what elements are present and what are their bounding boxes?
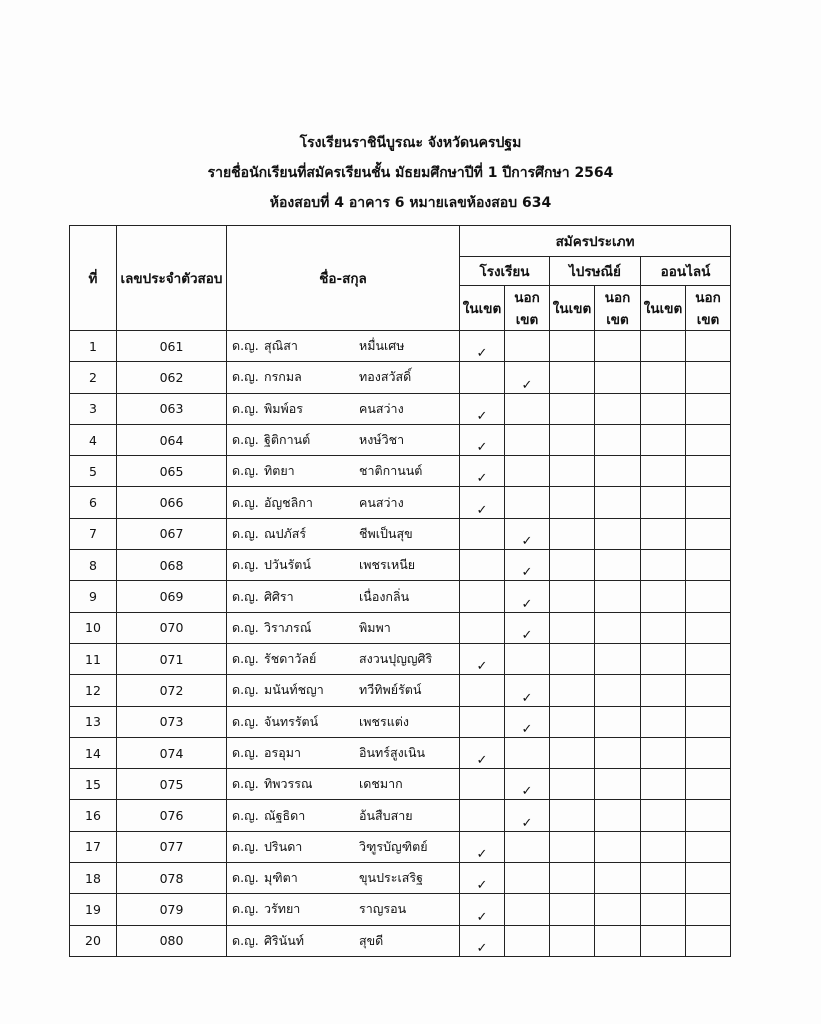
- empty-cell: [641, 675, 686, 706]
- empty-cell: [641, 456, 686, 487]
- empty-cell: [686, 612, 731, 643]
- row-no: 7: [70, 518, 117, 549]
- row-no: 12: [70, 675, 117, 706]
- empty-cell: [686, 831, 731, 862]
- empty-cell: [595, 925, 641, 956]
- empty-cell: [595, 643, 641, 674]
- empty-cell: [550, 737, 595, 768]
- row-name: [227, 831, 460, 862]
- check-mark-icon: ✓: [460, 643, 505, 674]
- row-exam-id: 061: [117, 331, 227, 362]
- row-exam-id: 068: [117, 550, 227, 581]
- row-exam-id: 067: [117, 518, 227, 549]
- row-name: [227, 643, 460, 674]
- empty-cell: [686, 456, 731, 487]
- empty-cell: [550, 800, 595, 831]
- table-row: [70, 487, 731, 518]
- empty-cell: [460, 612, 505, 643]
- header-no: ที่: [70, 226, 117, 331]
- empty-cell: [460, 518, 505, 549]
- first-name: วิราภรณ์: [264, 619, 312, 635]
- last-name: ชีพเป็นสุข: [359, 525, 413, 541]
- exam-room-title: ห้องสอบที่ 4 อาคาร 6 หมายเลขห้องสอบ 634: [269, 195, 552, 211]
- empty-cell: [505, 831, 550, 862]
- row-name: [227, 362, 460, 393]
- last-name: เนื่องกลิ่น: [359, 588, 410, 604]
- empty-cell: [686, 769, 731, 800]
- name-prefix: ด.ญ.: [232, 338, 259, 354]
- empty-cell: [505, 487, 550, 518]
- empty-cell: [641, 393, 686, 424]
- check-mark-icon: ✓: [460, 894, 505, 925]
- check-mark-icon: ✓: [505, 675, 550, 706]
- name-prefix: ด.ญ.: [232, 525, 259, 541]
- first-name: จันทรรัตน์: [264, 713, 319, 729]
- row-name: [227, 737, 460, 768]
- document-header: [0, 128, 821, 218]
- empty-cell: [595, 612, 641, 643]
- last-name: พิมพา: [359, 619, 391, 635]
- empty-cell: [595, 581, 641, 612]
- last-name: คนสว่าง: [359, 400, 404, 416]
- table-row: [70, 863, 731, 894]
- empty-cell: [641, 362, 686, 393]
- empty-cell: [686, 581, 731, 612]
- empty-cell: [550, 706, 595, 737]
- last-name: สงวนปุญญศิริ: [359, 651, 433, 667]
- empty-cell: [686, 675, 731, 706]
- empty-cell: [686, 550, 731, 581]
- row-no: 16: [70, 800, 117, 831]
- name-prefix: ด.ญ.: [232, 838, 259, 854]
- empty-cell: [641, 550, 686, 581]
- row-exam-id: 077: [117, 831, 227, 862]
- check-mark-icon: ✓: [460, 487, 505, 518]
- row-exam-id: 073: [117, 706, 227, 737]
- check-mark-icon: ✓: [505, 800, 550, 831]
- table-row: [70, 331, 731, 362]
- last-name: เพชรแต่ง: [359, 713, 409, 729]
- first-name: รัชดาวัลย์: [264, 651, 317, 667]
- empty-cell: [686, 424, 731, 455]
- check-mark-icon: ✓: [460, 737, 505, 768]
- empty-cell: [550, 393, 595, 424]
- table-row: [70, 393, 731, 424]
- table-row: [70, 737, 731, 768]
- row-no: 3: [70, 393, 117, 424]
- table-row: [70, 925, 731, 956]
- header-online-in-zone: ในเขต: [641, 286, 686, 331]
- empty-cell: [505, 424, 550, 455]
- row-exam-id: 075: [117, 769, 227, 800]
- table-row: [70, 612, 731, 643]
- name-prefix: ด.ญ.: [232, 494, 259, 510]
- check-mark-icon: ✓: [505, 769, 550, 800]
- empty-cell: [595, 424, 641, 455]
- name-prefix: ด.ญ.: [232, 463, 259, 479]
- header-school-in-zone: ในเขต: [460, 286, 505, 331]
- table-row: [70, 769, 731, 800]
- first-name: ทิตยา: [264, 463, 295, 479]
- empty-cell: [641, 925, 686, 956]
- row-exam-id: 062: [117, 362, 227, 393]
- row-name: [227, 424, 460, 455]
- empty-cell: [550, 331, 595, 362]
- row-name: [227, 518, 460, 549]
- empty-cell: [641, 831, 686, 862]
- empty-cell: [550, 769, 595, 800]
- empty-cell: [686, 737, 731, 768]
- empty-cell: [595, 706, 641, 737]
- empty-cell: [550, 362, 595, 393]
- empty-cell: [550, 831, 595, 862]
- empty-cell: [460, 675, 505, 706]
- empty-cell: [686, 643, 731, 674]
- first-name: ปรินดา: [264, 838, 303, 854]
- row-exam-id: 065: [117, 456, 227, 487]
- empty-cell: [505, 737, 550, 768]
- first-name: ฐิติกานต์: [264, 432, 311, 448]
- check-mark-icon: ✓: [460, 925, 505, 956]
- row-name: [227, 769, 460, 800]
- name-prefix: ด.ญ.: [232, 807, 259, 823]
- empty-cell: [595, 894, 641, 925]
- empty-cell: [641, 769, 686, 800]
- empty-cell: [505, 331, 550, 362]
- empty-cell: [595, 800, 641, 831]
- row-no: 20: [70, 925, 117, 956]
- empty-cell: [550, 487, 595, 518]
- header-school: โรงเรียน: [460, 257, 550, 286]
- row-no: 6: [70, 487, 117, 518]
- empty-cell: [686, 706, 731, 737]
- check-mark-icon: ✓: [460, 424, 505, 455]
- check-mark-icon: ✓: [505, 706, 550, 737]
- empty-cell: [641, 894, 686, 925]
- empty-cell: [505, 894, 550, 925]
- empty-cell: [460, 362, 505, 393]
- row-exam-id: 072: [117, 675, 227, 706]
- row-exam-id: 076: [117, 800, 227, 831]
- last-name: อินทร์สูงเนิน: [359, 745, 426, 760]
- header-exam-id: เลขประจำตัวสอบ: [117, 226, 227, 331]
- header-post-in-zone: ในเขต: [550, 286, 595, 331]
- first-name: มนันท์ชญา: [264, 682, 324, 698]
- school-title: โรงเรียนราชินีบูรณะ จังหวัดนครปฐม: [299, 135, 522, 151]
- header-online: ออนไลน์: [641, 257, 731, 286]
- empty-cell: [686, 925, 731, 956]
- first-name: สุณิสา: [264, 338, 298, 354]
- table-row: [70, 894, 731, 925]
- name-prefix: ด.ญ.: [232, 432, 259, 448]
- name-prefix: ด.ญ.: [232, 651, 259, 667]
- last-name: เดชมาก: [359, 776, 403, 792]
- row-name: [227, 550, 460, 581]
- list-title: รายชื่อนักเรียนที่สมัครเรียนชั้น มัธยมศึกษาปีที่ 1 ปีการศึกษา 2564: [207, 165, 614, 181]
- empty-cell: [595, 487, 641, 518]
- row-no: 4: [70, 424, 117, 455]
- empty-cell: [595, 518, 641, 549]
- student-table: [69, 225, 731, 957]
- empty-cell: [595, 550, 641, 581]
- check-mark-icon: ✓: [460, 393, 505, 424]
- empty-cell: [641, 331, 686, 362]
- row-exam-id: 064: [117, 424, 227, 455]
- first-name: วรัทยา: [264, 901, 301, 917]
- empty-cell: [686, 518, 731, 549]
- first-name: อรอุมา: [264, 745, 301, 760]
- table-row: [70, 643, 731, 674]
- name-prefix: ด.ญ.: [232, 713, 259, 729]
- row-no: 15: [70, 769, 117, 800]
- row-name: [227, 393, 460, 424]
- first-name: ศิรินันท์: [264, 932, 304, 948]
- empty-cell: [460, 550, 505, 581]
- row-name: [227, 456, 460, 487]
- empty-cell: [686, 393, 731, 424]
- last-name: อ้นสืบสาย: [359, 807, 413, 823]
- row-name: [227, 487, 460, 518]
- last-name: หมื่นเศษ: [359, 338, 405, 354]
- name-prefix: ด.ญ.: [232, 400, 259, 416]
- row-exam-id: 071: [117, 643, 227, 674]
- empty-cell: [550, 581, 595, 612]
- first-name: พิมพ์อร: [264, 400, 303, 416]
- last-name: วิฑูรบัญฑิตย์: [359, 838, 428, 854]
- table-row: [70, 581, 731, 612]
- row-name: [227, 581, 460, 612]
- table-row: [70, 518, 731, 549]
- row-no: 18: [70, 863, 117, 894]
- check-mark-icon: ✓: [460, 863, 505, 894]
- name-prefix: ด.ญ.: [232, 745, 259, 760]
- empty-cell: [641, 737, 686, 768]
- first-name: อัญชลิกา: [264, 494, 313, 510]
- last-name: ราญรอน: [359, 901, 407, 917]
- table-row: [70, 831, 731, 862]
- header-school-out-zone: นอกเขต: [505, 286, 550, 331]
- empty-cell: [460, 581, 505, 612]
- row-no: 13: [70, 706, 117, 737]
- empty-cell: [550, 675, 595, 706]
- last-name: คนสว่าง: [359, 494, 404, 510]
- empty-cell: [505, 393, 550, 424]
- empty-cell: [595, 331, 641, 362]
- table-row: [70, 800, 731, 831]
- first-name: ณัฐธิดา: [264, 807, 306, 823]
- name-prefix: ด.ญ.: [232, 557, 259, 573]
- empty-cell: [550, 518, 595, 549]
- table-row: [70, 362, 731, 393]
- empty-cell: [595, 863, 641, 894]
- empty-cell: [641, 706, 686, 737]
- empty-cell: [550, 550, 595, 581]
- empty-cell: [686, 894, 731, 925]
- first-name: ปวันรัตน์: [264, 557, 311, 573]
- empty-cell: [550, 925, 595, 956]
- student-rows: [70, 331, 731, 957]
- table-row: [70, 550, 731, 581]
- empty-cell: [460, 706, 505, 737]
- check-mark-icon: ✓: [505, 550, 550, 581]
- row-no: 9: [70, 581, 117, 612]
- first-name: ณปภัสร์: [264, 525, 307, 541]
- empty-cell: [641, 863, 686, 894]
- row-no: 17: [70, 831, 117, 862]
- table-row: [70, 424, 731, 455]
- first-name: กรกมล: [264, 369, 302, 385]
- name-prefix: ด.ญ.: [232, 776, 259, 792]
- row-exam-id: 069: [117, 581, 227, 612]
- row-name: [227, 863, 460, 894]
- table-row: [70, 706, 731, 737]
- header-post-out-zone: นอกเขต: [595, 286, 641, 331]
- row-exam-id: 078: [117, 863, 227, 894]
- empty-cell: [550, 643, 595, 674]
- empty-cell: [505, 643, 550, 674]
- row-no: 14: [70, 737, 117, 768]
- empty-cell: [595, 675, 641, 706]
- row-exam-id: 074: [117, 737, 227, 768]
- table-row: [70, 675, 731, 706]
- empty-cell: [595, 831, 641, 862]
- empty-cell: [686, 362, 731, 393]
- empty-cell: [686, 331, 731, 362]
- name-prefix: ด.ญ.: [232, 588, 259, 604]
- row-name: [227, 925, 460, 956]
- name-prefix: ด.ญ.: [232, 870, 259, 886]
- header-post: ไปรษณีย์: [550, 257, 641, 286]
- row-no: 8: [70, 550, 117, 581]
- check-mark-icon: ✓: [460, 331, 505, 362]
- empty-cell: [641, 518, 686, 549]
- row-no: 19: [70, 894, 117, 925]
- empty-cell: [641, 424, 686, 455]
- check-mark-icon: ✓: [505, 518, 550, 549]
- row-name: [227, 894, 460, 925]
- last-name: หงษ์วิชา: [359, 432, 405, 448]
- row-no: 10: [70, 612, 117, 643]
- empty-cell: [595, 737, 641, 768]
- last-name: ขุนประเสริฐ: [359, 870, 423, 886]
- empty-cell: [641, 487, 686, 518]
- empty-cell: [595, 456, 641, 487]
- empty-cell: [505, 925, 550, 956]
- last-name: ทวีทิพย์รัตน์: [359, 682, 422, 698]
- empty-cell: [595, 393, 641, 424]
- row-no: 11: [70, 643, 117, 674]
- row-name: [227, 706, 460, 737]
- name-prefix: ด.ญ.: [232, 619, 259, 635]
- check-mark-icon: ✓: [505, 581, 550, 612]
- empty-cell: [550, 894, 595, 925]
- last-name: ชาติกานนต์: [359, 463, 423, 479]
- check-mark-icon: ✓: [505, 362, 550, 393]
- empty-cell: [641, 643, 686, 674]
- empty-cell: [686, 487, 731, 518]
- empty-cell: [505, 456, 550, 487]
- last-name: สุขดี: [359, 932, 384, 948]
- row-exam-id: 079: [117, 894, 227, 925]
- row-name: [227, 331, 460, 362]
- empty-cell: [641, 800, 686, 831]
- first-name: ศิศิรา: [264, 588, 294, 604]
- name-prefix: ด.ญ.: [232, 682, 259, 698]
- empty-cell: [641, 612, 686, 643]
- check-mark-icon: ✓: [460, 456, 505, 487]
- empty-cell: [641, 581, 686, 612]
- check-mark-icon: ✓: [505, 612, 550, 643]
- first-name: ทิพวรรณ: [264, 776, 313, 792]
- row-no: 2: [70, 362, 117, 393]
- empty-cell: [595, 362, 641, 393]
- empty-cell: [595, 769, 641, 800]
- row-exam-id: 080: [117, 925, 227, 956]
- row-exam-id: 070: [117, 612, 227, 643]
- empty-cell: [460, 800, 505, 831]
- empty-cell: [550, 863, 595, 894]
- table-row: [70, 456, 731, 487]
- row-exam-id: 063: [117, 393, 227, 424]
- row-no: 5: [70, 456, 117, 487]
- name-prefix: ด.ญ.: [232, 901, 259, 917]
- check-mark-icon: ✓: [460, 831, 505, 862]
- empty-cell: [686, 800, 731, 831]
- row-name: [227, 675, 460, 706]
- empty-cell: [505, 863, 550, 894]
- header-apply-type: สมัครประเภท: [460, 226, 731, 257]
- row-name: [227, 800, 460, 831]
- empty-cell: [550, 612, 595, 643]
- row-exam-id: 066: [117, 487, 227, 518]
- name-prefix: ด.ญ.: [232, 932, 259, 948]
- last-name: ทองสวัสดิ์: [359, 369, 412, 385]
- empty-cell: [686, 863, 731, 894]
- empty-cell: [460, 769, 505, 800]
- last-name: เพชรเหนีย: [359, 557, 416, 573]
- header-name: ชื่อ-สกุล: [227, 226, 460, 331]
- name-prefix: ด.ญ.: [232, 369, 259, 385]
- row-name: [227, 612, 460, 643]
- row-no: 1: [70, 331, 117, 362]
- empty-cell: [550, 456, 595, 487]
- empty-cell: [550, 424, 595, 455]
- header-online-out-zone: นอกเขต: [686, 286, 731, 331]
- first-name: มุฑิตา: [264, 870, 298, 886]
